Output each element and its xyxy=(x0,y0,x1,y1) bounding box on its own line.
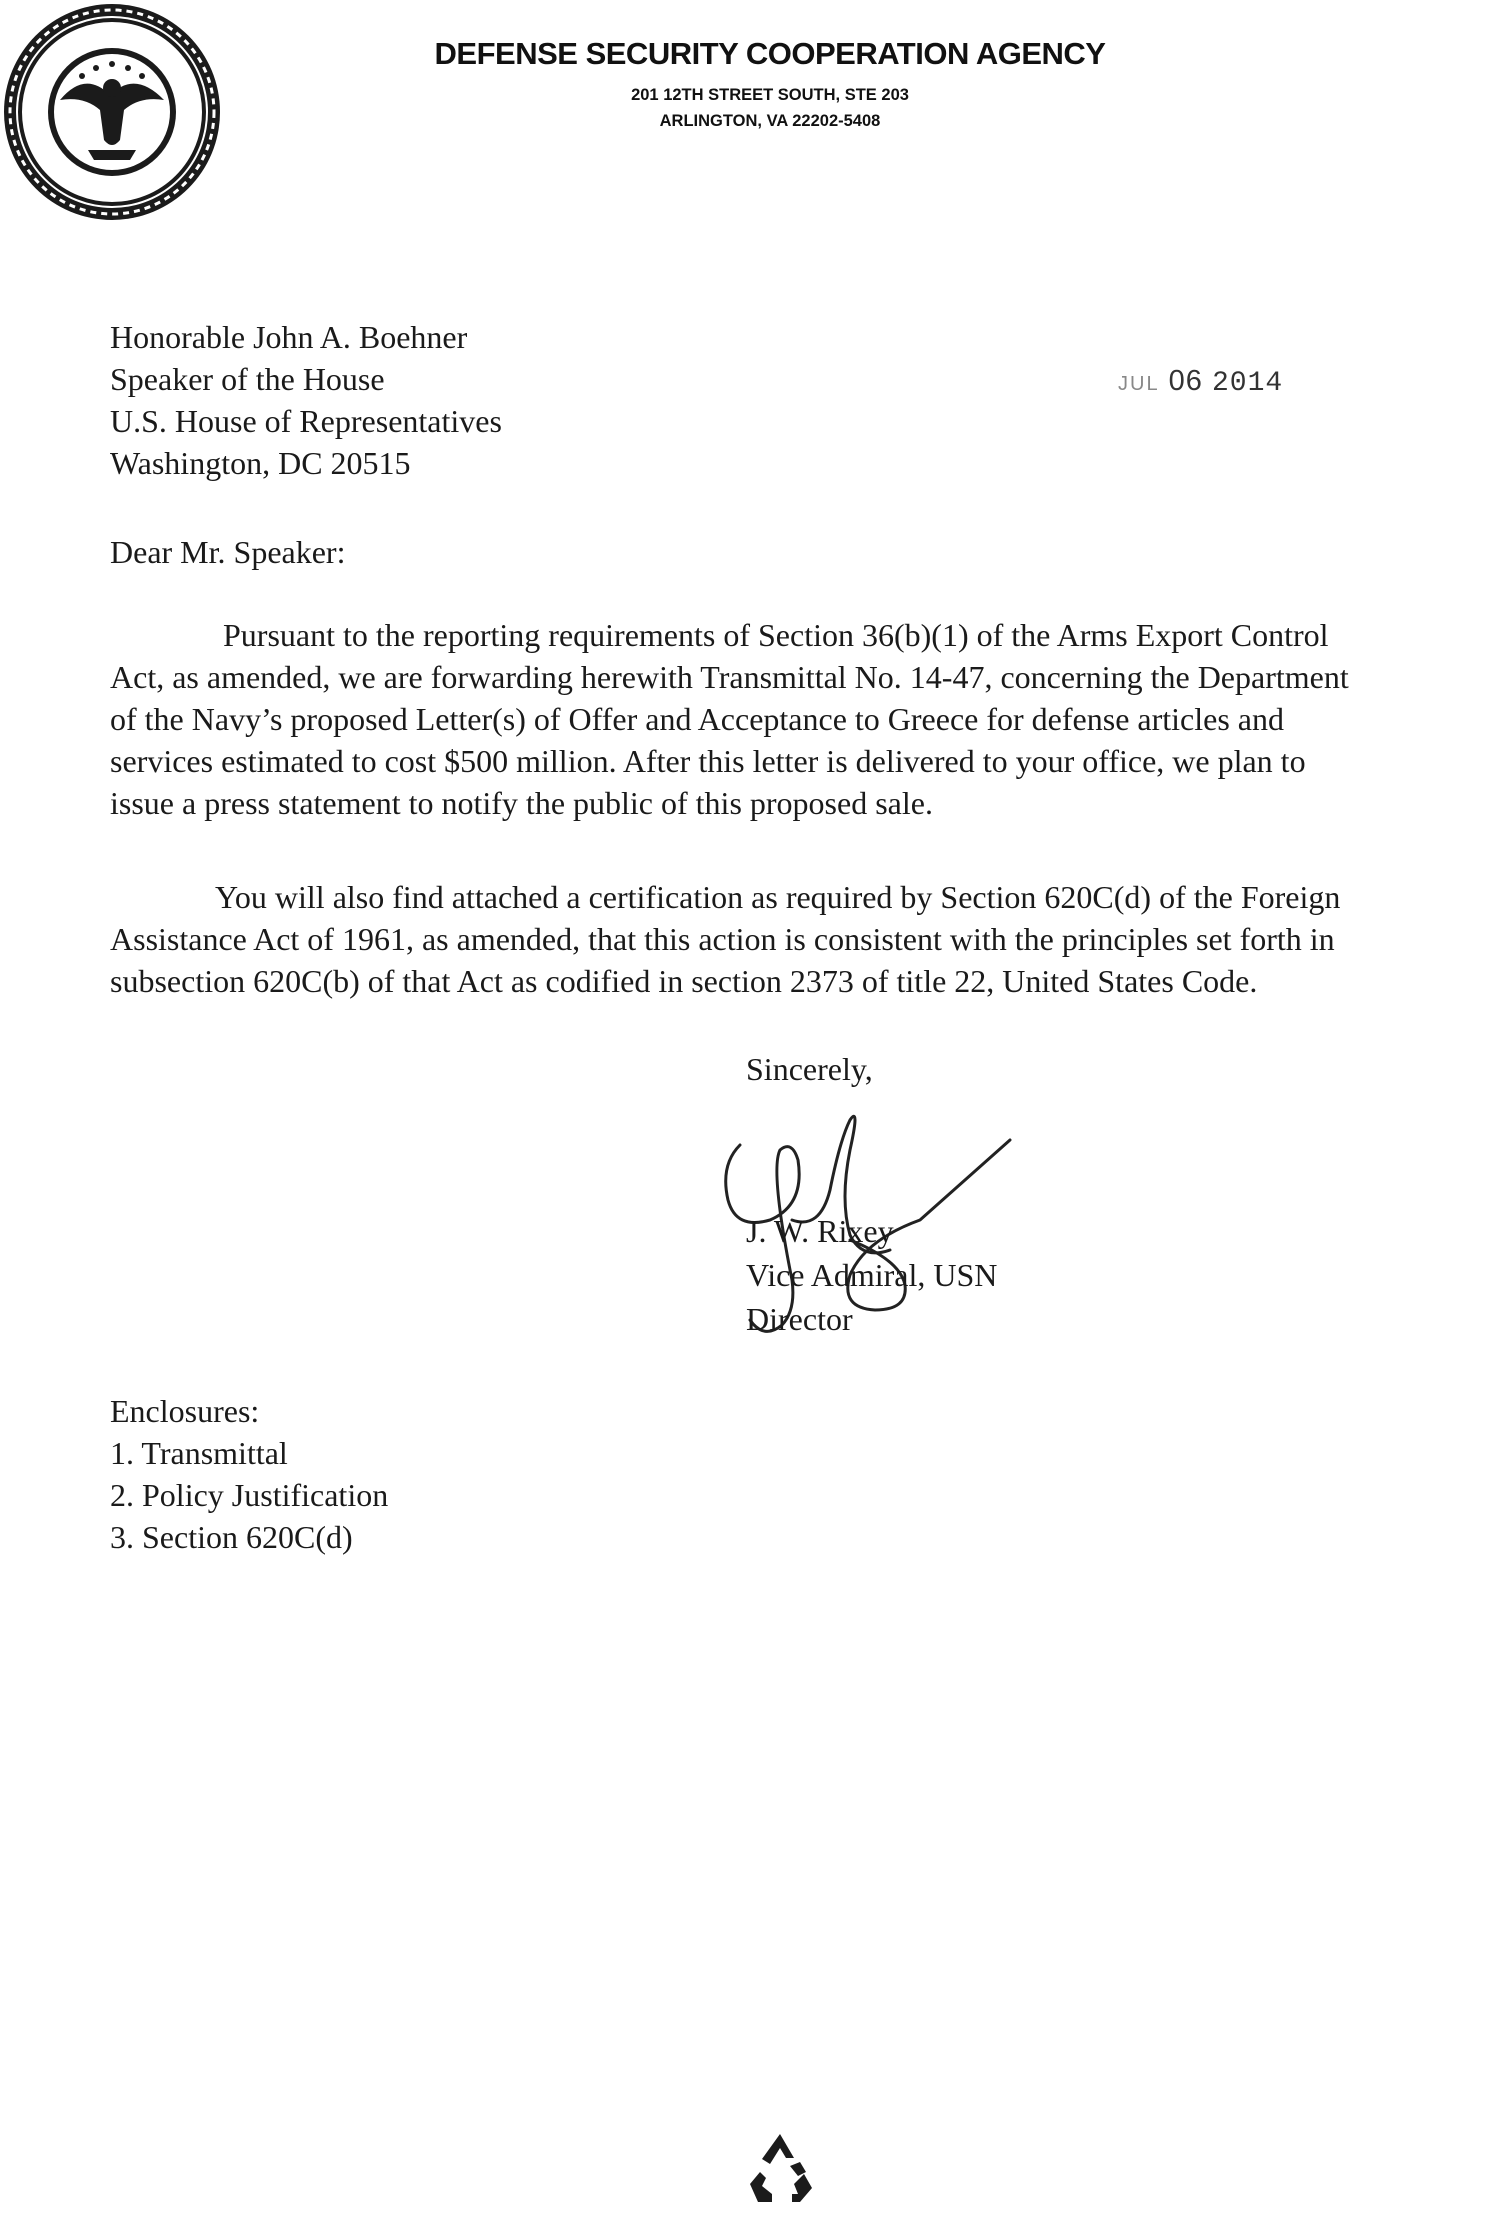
signatory-title: Vice Admiral, USN xyxy=(746,1257,998,1293)
enclosures-heading: Enclosures: xyxy=(110,1393,260,1429)
agency-address-line2: ARLINGTON, VA 22202-5408 xyxy=(659,112,881,130)
date-month: JUL xyxy=(1118,373,1160,395)
enclosure-label: Transmittal xyxy=(141,1435,288,1471)
enclosure-number: 1. xyxy=(110,1435,134,1471)
paragraph-line: You will also find attached a certification as required by Section 620C(d) of the Foreign xyxy=(215,879,1341,915)
closing: Sincerely, xyxy=(746,1051,873,1087)
recipient-city: Washington, DC 20515 xyxy=(110,445,411,481)
signatory-title-block xyxy=(746,1254,1246,1296)
dod-seal-icon xyxy=(0,0,225,225)
paragraph-line: of the Navy’s proposed Letter(s) of Offer and Acceptance to Greece for defense articles and xyxy=(110,701,1284,737)
signatory-name-block xyxy=(746,1210,1246,1252)
recipient-org: U.S. House of Representatives xyxy=(110,403,502,439)
enclosure-number: 2. xyxy=(110,1477,134,1513)
enclosures-list xyxy=(110,1390,388,1558)
date-stamp xyxy=(1118,365,1283,399)
agency-name: DEFENSE SECURITY COOPERATION AGENCY xyxy=(434,36,1106,71)
paragraph-line: Pursuant to the reporting requirements of Section 36(b)(1) of the Arms Export Control xyxy=(223,617,1329,653)
body-paragraph-1 xyxy=(110,614,1480,824)
body-paragraph-2 xyxy=(110,876,1480,1002)
enclosure-label: Section 620C(d) xyxy=(142,1519,353,1555)
list-item xyxy=(110,1432,388,1474)
date-day: 06 xyxy=(1168,365,1203,397)
enclosure-label: Policy Justification xyxy=(142,1477,389,1513)
recycle-icon xyxy=(740,2128,820,2208)
signatory-name: J. W. Rixey xyxy=(746,1213,894,1249)
agency-address-line1: 201 12TH STREET SOUTH, STE 203 xyxy=(631,86,909,104)
signatory-role: Director xyxy=(746,1301,853,1337)
recipient-name: Honorable John A. Boehner xyxy=(110,319,468,355)
paragraph-line: subsection 620C(b) of that Act as codified in section 2373 of title 22, United States Code. xyxy=(110,963,1258,999)
paragraph-line: Assistance Act of 1961, as amended, that this action is consistent with the principles set forth in xyxy=(110,921,1335,957)
recipient-block xyxy=(110,316,502,484)
salutation: Dear Mr. Speaker: xyxy=(110,534,346,570)
list-item xyxy=(110,1516,388,1558)
list-item xyxy=(110,1474,388,1516)
recipient-title: Speaker of the House xyxy=(110,361,385,397)
paragraph-line: services estimated to cost $500 million. After this letter is delivered to your office, we plan to xyxy=(110,743,1306,779)
paragraph-line: Act, as amended, we are forwarding herewith Transmittal No. 14-47, concerning the Department xyxy=(110,659,1349,695)
paragraph-line: issue a press statement to notify the public of this proposed sale. xyxy=(110,785,933,821)
enclosure-number: 3. xyxy=(110,1519,134,1555)
signatory-role-block xyxy=(746,1298,1246,1340)
date-year: 2014 xyxy=(1211,368,1284,399)
